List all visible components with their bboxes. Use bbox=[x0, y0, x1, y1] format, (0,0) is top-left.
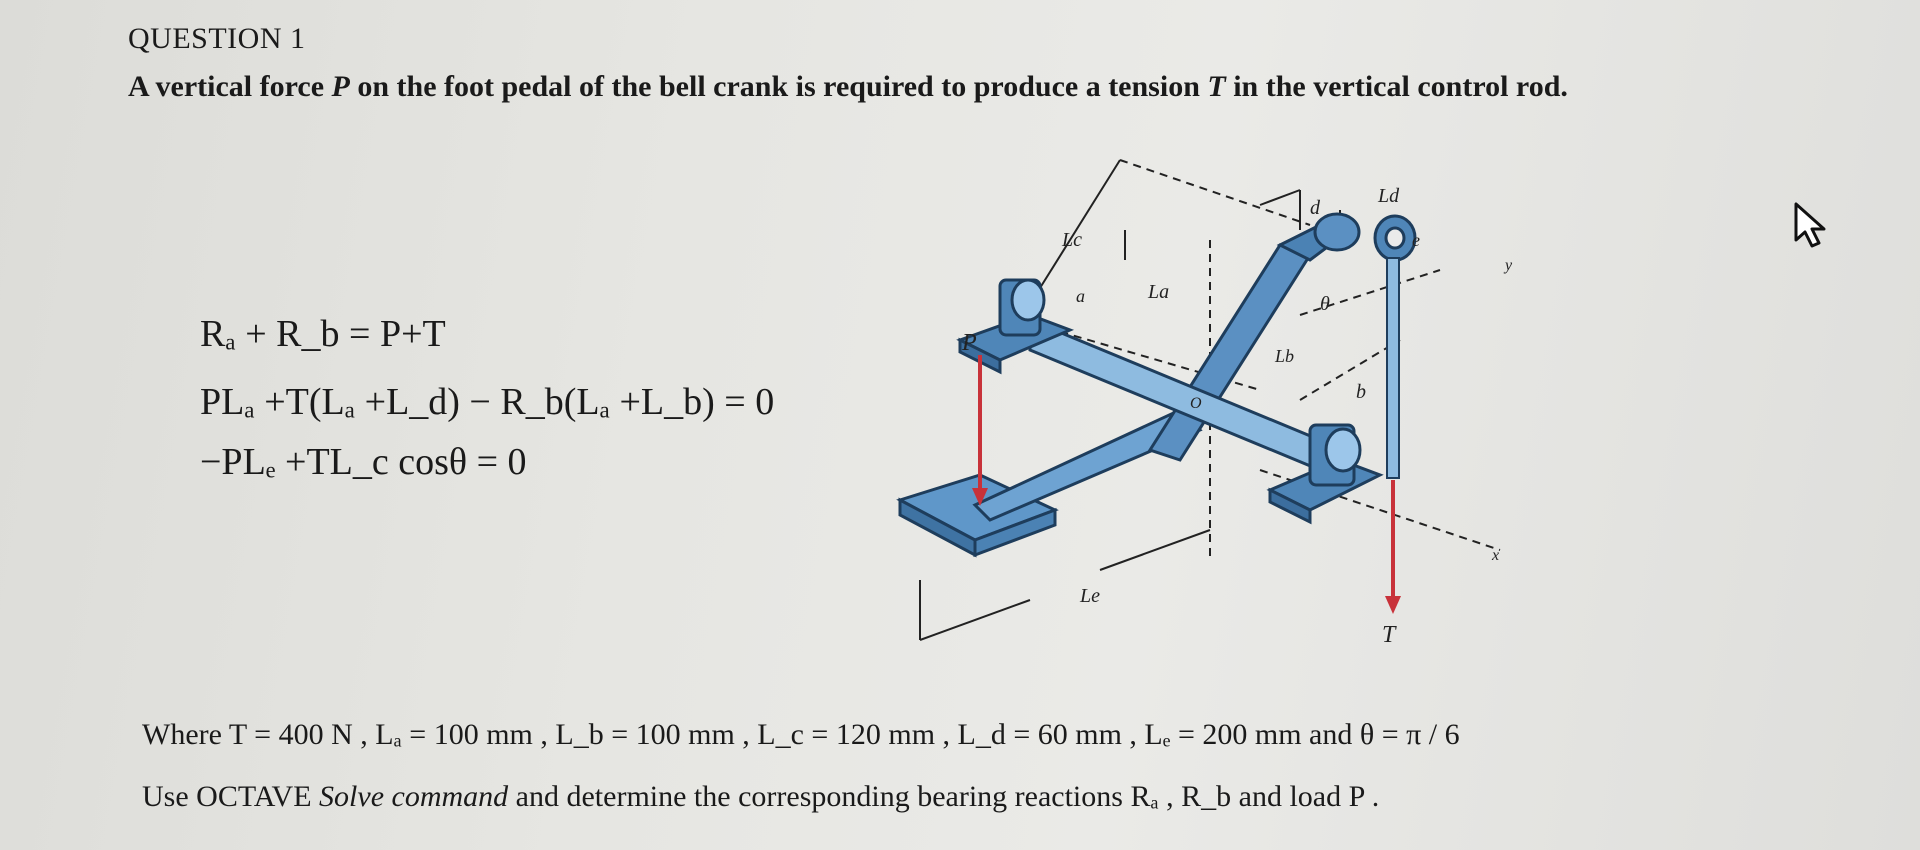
instruction-pre: Use OCTAVE bbox=[142, 780, 320, 813]
instruction-post: and determine the corresponding bearing reactions Rₐ , R_b and load P . bbox=[508, 780, 1380, 813]
equation-3: −PLₑ +TL_c cosθ = 0 bbox=[200, 441, 527, 483]
label-T: T bbox=[1382, 622, 1396, 648]
statement-pre: A vertical force bbox=[128, 70, 332, 103]
label-y: y bbox=[1505, 257, 1513, 274]
equation-1: Rₐ + R_b = P+T bbox=[200, 313, 446, 355]
label-P: P bbox=[962, 330, 977, 356]
control-rod bbox=[1387, 258, 1399, 478]
label-theta: θ bbox=[1320, 293, 1330, 315]
problem-statement bbox=[128, 70, 1568, 104]
instruction bbox=[142, 780, 1379, 814]
label-Lb: Lb bbox=[1275, 346, 1295, 366]
bell-crank-diagram bbox=[880, 150, 1540, 670]
label-a: a bbox=[1076, 286, 1085, 306]
label-e: e bbox=[1412, 230, 1420, 250]
instruction-cmd: Solve command bbox=[319, 780, 509, 813]
label-x: x bbox=[1492, 547, 1500, 564]
given-values: Where T = 400 N , Lₐ = 100 mm , L_b = 100 mm , L_c = 120 mm , L_d = 60 mm , Lₑ = 200 mm and θ = π / 6 bbox=[142, 718, 1460, 751]
statement-post: in the vertical control rod. bbox=[1225, 70, 1568, 103]
label-b: b bbox=[1356, 381, 1366, 403]
label-Ld: Ld bbox=[1378, 185, 1400, 207]
label-d: d bbox=[1310, 197, 1320, 219]
equation-2: PLₐ +T(Lₐ +L_d) − R_b(Lₐ +L_b) = 0 bbox=[200, 381, 775, 423]
question-title: QUESTION 1 bbox=[128, 22, 306, 55]
label-O: O bbox=[1190, 395, 1202, 412]
statement-T: T bbox=[1207, 70, 1226, 103]
label-Lc: Lc bbox=[1062, 229, 1082, 251]
mouse-cursor-icon bbox=[1790, 200, 1834, 250]
label-La: La bbox=[1148, 281, 1170, 303]
statement-mid: on the foot pedal of the bell crank is required to produce a tension bbox=[349, 70, 1208, 103]
statement-P: P bbox=[331, 70, 350, 103]
label-Le: Le bbox=[1080, 585, 1100, 607]
